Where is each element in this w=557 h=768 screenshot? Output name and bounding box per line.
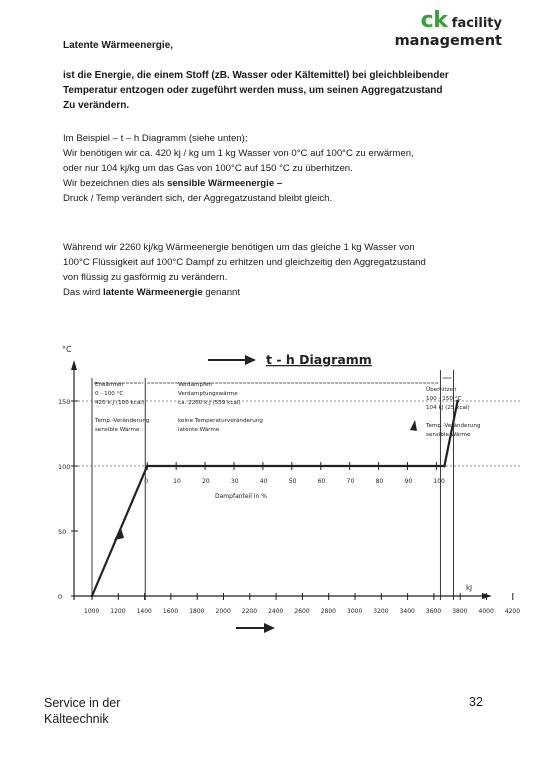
x-tick-label: 2400 bbox=[268, 608, 284, 615]
page-number: 32 bbox=[469, 695, 483, 709]
annotation-evap: Verdampfungswärme bbox=[178, 391, 238, 397]
annotation-evap: Verdampfen bbox=[178, 382, 212, 388]
logo-facility: facility bbox=[451, 16, 502, 31]
logo-management: management bbox=[394, 33, 502, 49]
annotation-super: Temp.-Veränderung bbox=[426, 423, 481, 429]
vapor-tick-label: 80 bbox=[375, 478, 384, 485]
vapor-tick-label: 30 bbox=[230, 478, 239, 485]
curve-point bbox=[443, 465, 446, 468]
x-tick-label: 1800 bbox=[189, 608, 205, 615]
x-tick-label: 3600 bbox=[425, 608, 442, 615]
vapor-tick-label: 20 bbox=[202, 478, 210, 485]
x-tick-label: 3400 bbox=[399, 608, 415, 615]
emphasis-latent: latente Wärmeenergie bbox=[102, 287, 203, 298]
vapor-tick-label: 90 bbox=[404, 478, 413, 485]
vapor-axis-label: Dampfanteil in % bbox=[215, 493, 267, 500]
x-tick-label: 1000 bbox=[84, 608, 100, 615]
text-span: genannt bbox=[202, 287, 241, 298]
annotation-super: 104 kJ (25 kcal) bbox=[426, 405, 470, 411]
text-span: Wir bezeichnen dies als bbox=[63, 178, 167, 189]
y-tick-label: 50 bbox=[58, 528, 67, 536]
text-line: Druck / Temp verändert sich, der Aggregatzustand bleibt gleich. bbox=[63, 193, 333, 204]
y-axis-label: °C bbox=[62, 345, 72, 354]
intro-line: Temperatur entzogen oder zugeführt werden muss, um seinen Aggregatzustand bbox=[63, 85, 443, 96]
x-tick-label: 1400 bbox=[136, 608, 152, 615]
intro-line: Zu verändern. bbox=[63, 100, 130, 111]
x-tick-label: 2200 bbox=[241, 608, 258, 615]
x-tick-label: 4200 bbox=[504, 608, 521, 615]
x-axis-label: kJ bbox=[466, 584, 473, 592]
vapor-tick-label: 50 bbox=[288, 478, 297, 485]
text-line: von flüssig zu gasförmig zu verändern. bbox=[63, 272, 228, 283]
y-axis-arrow bbox=[71, 360, 77, 370]
x-tick-label: 3800 bbox=[452, 608, 468, 615]
x-tick-label: 1200 bbox=[110, 608, 126, 615]
x-tick-label: 1600 bbox=[162, 608, 179, 615]
annotation-warm: Temp.-Veränderung bbox=[95, 418, 150, 424]
vapor-tick-label: 0 bbox=[144, 478, 149, 485]
y-tick-label: 100 bbox=[58, 463, 71, 471]
annotation-super: sensible Wärme bbox=[426, 432, 471, 438]
annotation-super: Überhitzen bbox=[426, 387, 457, 393]
diagram-title: t - h Diagramm bbox=[266, 352, 372, 367]
annotation-super: 100 - 150 °C bbox=[426, 396, 462, 402]
curve-direction-arrow bbox=[410, 420, 417, 431]
annotation-warm: Erwärmen bbox=[95, 382, 124, 388]
vapor-tick-label: 60 bbox=[317, 478, 326, 485]
annotation-evap: keine Temperaturveränderung bbox=[178, 418, 263, 424]
vapor-tick-label: 100 bbox=[433, 478, 445, 485]
text-line: Wir benötigen wir ca. 420 kj / kg um 1 kg Wasser von 0°C auf 100°C zu erwärmen, bbox=[63, 148, 414, 159]
annotation-warm: sensible Wärme bbox=[95, 427, 140, 433]
text-span: Das wird bbox=[63, 287, 103, 298]
footer-title bbox=[44, 695, 120, 727]
x-tick-label: 2600 bbox=[294, 608, 310, 615]
x-tick-label: 2800 bbox=[320, 608, 336, 615]
curve-point bbox=[91, 595, 94, 598]
annotation-evap: latente Wärme bbox=[178, 427, 220, 433]
title-arrow-head bbox=[245, 355, 256, 365]
page-heading: Latente Wärmeenergie, bbox=[63, 40, 174, 51]
text-line: Im Beispiel – t – h Diagramm (siehe unten); bbox=[63, 133, 248, 144]
text-line: oder nur 104 kj/kg um das Gas von 100°C auf 150 °C zu überhitzen. bbox=[63, 163, 353, 174]
vapor-tick-label: 10 bbox=[173, 478, 181, 485]
vapor-tick-label: 70 bbox=[346, 478, 355, 485]
x-tick-label: 3200 bbox=[373, 608, 389, 615]
x-tick-label: 4000 bbox=[478, 608, 494, 615]
th-curve bbox=[92, 401, 458, 596]
footer-line: Kälteechnik bbox=[44, 712, 109, 726]
footer-line: Service in der bbox=[44, 696, 121, 710]
text-line: Während wir 2260 kj/kg Wärmeenergie benötigen um das gleiche 1 kg Wasser von bbox=[63, 242, 415, 253]
y-tick-label: 0 bbox=[58, 593, 63, 601]
x-tick-label: 2000 bbox=[215, 608, 231, 615]
emphasis-sensible: sensible Wärmeenergie – bbox=[166, 178, 283, 189]
y-tick-label: 150 bbox=[58, 398, 71, 406]
annotation-warm: 0 - 100 °C bbox=[95, 391, 124, 397]
vapor-tick-label: 40 bbox=[259, 478, 268, 485]
intro-line: ist die Energie, die einem Stoff (zB. Wasser oder Kältemittel) bei gleichbleibender bbox=[63, 70, 449, 81]
x-tick-label: 3000 bbox=[347, 608, 363, 615]
bottom-arrow-head bbox=[264, 623, 275, 633]
logo-ck: ck bbox=[420, 8, 448, 33]
annotation-evap: ca. 2260 k J (539 kcal) bbox=[178, 400, 241, 406]
annotation-warm: 420 k J (100 kcal) bbox=[95, 400, 145, 406]
text-line: 100°C Flüssigkeit auf 100°C Dampf zu erhitzen und gleichzeitig den Aggregatzustand bbox=[63, 257, 426, 268]
